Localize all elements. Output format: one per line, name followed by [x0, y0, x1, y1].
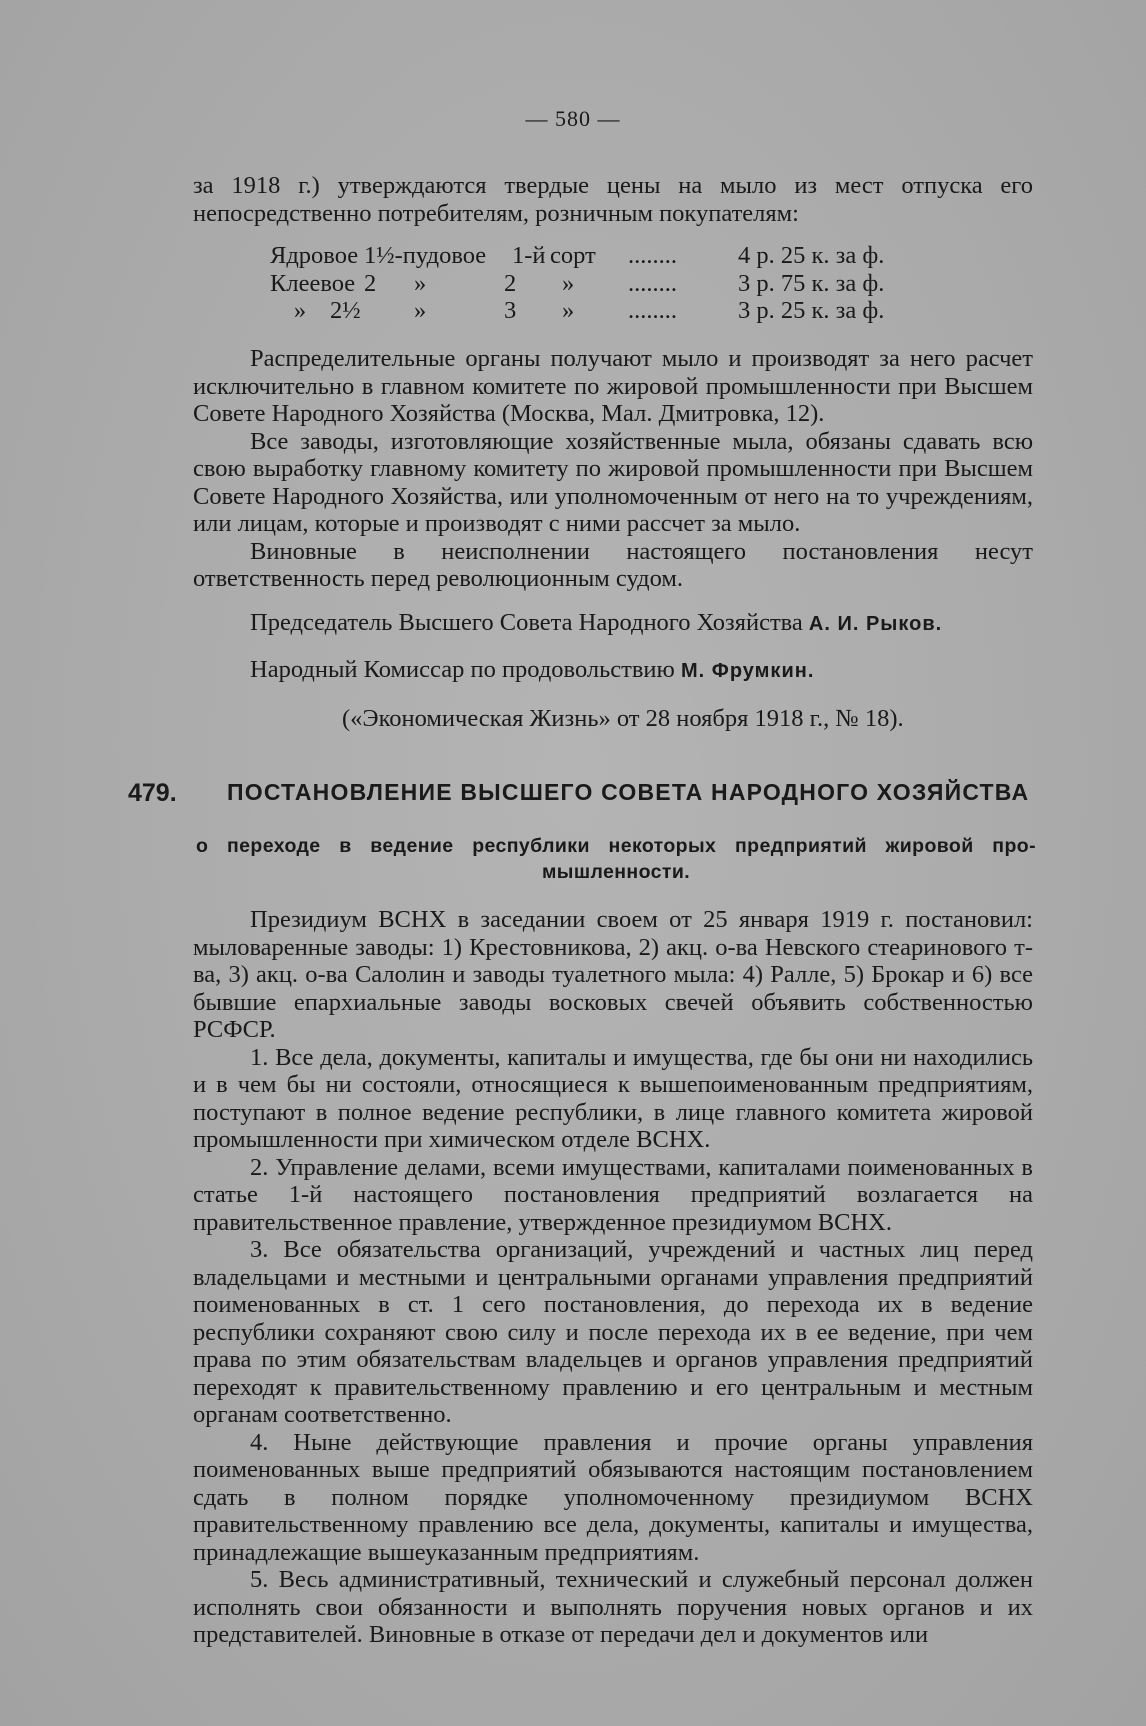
price-row	[270, 270, 970, 298]
document-number: 479.	[128, 779, 177, 807]
price-size: 1½-пудовое	[364, 242, 487, 269]
paragraph: Распределительные органы получают мыло и производят за него расчет исключительно в главном комитете по жировой промышленности при Высшем Совете Народного Хозяйства (Москва, Мал. Дмитровка, 12).	[193, 345, 1033, 427]
price-name: Ядровое	[270, 242, 359, 269]
price-dots: ........	[628, 297, 677, 324]
price-sort: 2	[504, 269, 517, 297]
paragraph: 5. Весь административный, технический и служебный персонал должен исполнять свои обязанности и выполнять поручения новых органов и их представителей. Виновные в отказе от передачи дел и документов или	[193, 1566, 1033, 1648]
paragraph: 3. Все обязательства организаций, учреждений и частных лиц перед владельцами и местными и центральными органами управления предприятий поименованных в ст. 1 сего постановления, до перехода их в ведение республики сохраняют свою силу и после перехода их в ее ведение, при чем права по этим обязательствам владельцев и органов управления предприятий переходят к правительственному правлению и его центральным и местным органам соответственно.	[193, 1236, 1033, 1428]
document-title: ПОСТАНОВЛЕНИЕ ВЫСШЕГО СОВЕТА НАРОДНОГО ХОЗЯЙСТВА	[227, 779, 1030, 805]
price-table	[270, 242, 970, 325]
intro-paragraph	[193, 172, 1033, 227]
signature-name: М. Фрумкин.	[680, 660, 815, 682]
price-sort-ditto: »	[562, 297, 575, 324]
paragraph: 1. Все дела, документы, капиталы и имущества, где бы они ни находились и в чем бы ни состояли, относящиеся к вышепоименованным предприятиям, поступают в полное ведение республики, в лице главного комитета жировой промышленности при химическом отделе ВСНХ.	[193, 1043, 1033, 1153]
document-subtitle	[196, 833, 1036, 885]
price-sort: 3	[504, 297, 517, 324]
price-sort-ditto: »	[562, 269, 575, 297]
price-size: 2½	[330, 297, 361, 324]
signature-name: А. И. Рыков.	[808, 613, 943, 635]
decree-paragraphs	[193, 345, 1033, 593]
price-value: 3 р. 75 к. за ф.	[738, 269, 885, 297]
price-sort: сорт	[550, 242, 596, 269]
price-row	[270, 297, 970, 325]
price-name: Клеевое	[270, 269, 356, 297]
paragraph: 2. Управление делами, всеми имуществами, капиталами поименованных в статье 1-й настоящего постановления предприятий возлагается на правительственное правление, утвержденное президиумом ВСНХ.	[193, 1153, 1033, 1236]
paragraph: Президиум ВСНХ в заседании своем от 25 января 1919 г. постановил: мыловаренные заводы: 1) Крестовникова, 2) акц. о-ва Невского стеаринового т-ва, 3) акц. о-ва Салолин и заводы туалетного мыла: 4) Ралле, 5) Брокар и 6) все бывшие епархиальные заводы восковых свечей объявить собственностью РСФСР.	[193, 906, 1033, 1043]
price-dots: ........	[628, 242, 677, 269]
price-name: »	[293, 297, 307, 324]
subtitle-line: о переходе в ведение республики некоторых предприятий жировой про-	[196, 835, 1036, 857]
paragraph: Виновные в неисполнении настоящего постановления несут ответственность перед революционным судом.	[193, 537, 1033, 592]
source-citation: («Экономическая Жизнь» от 28 ноября 1918 г., № 18).	[342, 705, 904, 732]
page-number: — 580 —	[525, 106, 621, 131]
price-kind: »	[414, 269, 427, 297]
signature-role: Народный Комиссар по продовольствию	[250, 656, 675, 683]
paragraph: Все заводы, изготовляющие хозяйственные мыла, обязаны сдавать всю свою выработку главному комитету по жировой промышленности при Высшем Совете Народного Хозяйства, или уполномоченным от него на то учреждениям, или лицам, которые и производят с ними рассчет за мыло.	[193, 427, 1033, 537]
intro-text: за 1918 г.) утверждаются твердые цены на мыло из мест отпуска его непосредственно потребителям, розничным покупателям:	[193, 172, 1033, 227]
subtitle-line: мышленности.	[541, 861, 691, 883]
price-size: 2	[364, 269, 377, 297]
signature-chairman	[250, 609, 942, 639]
signature-role: Председатель Высшего Совета Народного Хозяйства	[250, 609, 803, 636]
price-value: 4 р. 25 к. за ф.	[738, 242, 885, 269]
price-value: 3 р. 25 к. за ф.	[738, 297, 885, 324]
price-row	[270, 242, 970, 270]
signature-commissar	[250, 656, 814, 686]
price-dots: ........	[628, 269, 677, 297]
price-kind: 1-й	[512, 242, 546, 269]
resolution-paragraphs	[193, 906, 1033, 1649]
price-kind: »	[414, 297, 427, 324]
paragraph: 4. Ныне действующие правления и прочие органы управления поименованных выше предприятий обязываются настоящим постановлением сдать в полном порядке уполномоченному президиумом ВСНХ правительственному правлению все дела, документы, капиталы и имущества, принадлежащие вышеуказанным предприятиям.	[193, 1428, 1033, 1566]
